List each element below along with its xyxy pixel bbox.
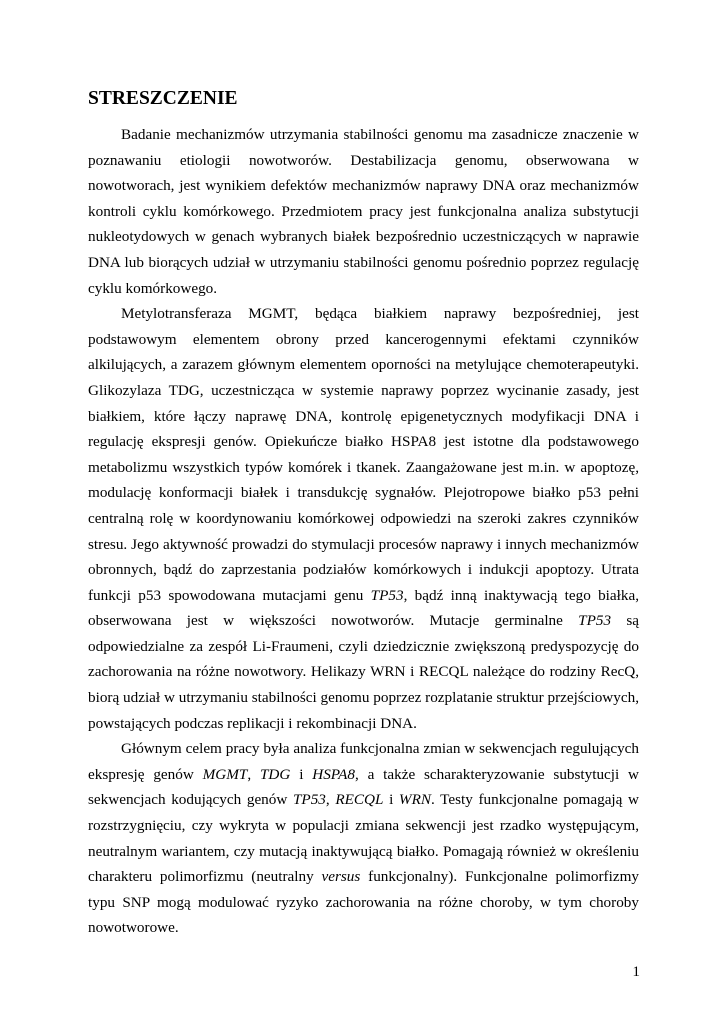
- paragraph: [88, 736, 639, 941]
- paragraph-text: funkcjonalny). Funkcjonalne polimorfizmy typu SNP mogą modulować ryzyko zachorowania na różne choroby, w tym choroby nowotworowe.: [88, 868, 639, 937]
- paragraph-text: i: [383, 791, 399, 809]
- paragraph-text: . Testy funkcjonalne pomagają w rozstrzygnięciu, czy wykryta w populacji zmiana sekwencji jest rzadko występującym, neutralnym wariantem, czy mutacją inaktywującą białko. Pomagają również w określeniu charakteru polimorfizmu (neutralny: [88, 791, 639, 886]
- paragraph: [88, 122, 639, 301]
- page-title: STRESZCZENIE: [88, 88, 238, 109]
- italic-gene-text: HSPA8: [312, 765, 355, 783]
- paragraph-text: i: [290, 765, 313, 783]
- italic-gene-text: TP53: [370, 586, 404, 604]
- italic-gene-text: TDG: [259, 765, 291, 783]
- page-number: 1: [632, 963, 640, 980]
- italic-gene-text: TP53: [578, 612, 612, 630]
- italic-gene-text: versus: [321, 868, 361, 886]
- paragraph-text: , a także scharakteryzowanie substytucji w sekwencjach kodujących genów: [88, 765, 640, 809]
- paragraph-text: są odpowiedzialne za zespół Li-Fraumeni, czyli dziedzicznie zwiększoną predyspozycję do zachorowania na różne nowotwory. Helikazy WRN i RECQL należące do rodziny RecQ, biorą udział w utrzymaniu stabilności genomu poprzez rozplatanie struktur przejściowych, powstających podczas replikacji i rekombinacji DNA.: [88, 612, 640, 732]
- abstract-body: [88, 122, 639, 941]
- paragraph-text: , bądź inną inaktywacją tego białka, obserwowana jest w większości nowotworów. Mutacje germinalne: [88, 586, 639, 630]
- italic-gene-text: TP53: [292, 791, 326, 809]
- paragraph: [88, 301, 639, 736]
- paragraph-text: Metylotransferaza MGMT, będąca białkiem naprawy bezpośredniej, jest podstawowym elementem obrony przed kancerogennymi efektami czynników alkilujących, a zarazem głównym elementem oporności na metylujące chemoterapeutyki. Glikozylaza TDG, uczestnicząca w systemie naprawy poprzez wycinanie zasady, jest białkiem, które łączy naprawę DNA, kontrolę epigenetycznych modyfikacji DNA i regulację ekspresji genów. Opiekuńcze białko HSPA8 jest istotne dla podstawowego metabolizmu wszystkich typów komórek i tkanek. Zaangażowane jest m.in. w apoptozę, modulację konformacji białek i transdukcję sygnałów. Plejotropowe białko p53 pełni centralną rolę w koordynowaniu komórkowej odpowiedzi na szeroki zakres czynników stresu. Jego aktywność prowadzi do stymulacji procesów naprawy i innych mechanizmów obronnych, bądź do zaprzestania podziałów komórkowych i indukcji apoptozy. Utrata funkcji p53 spowodowana mutacjami genu: [88, 305, 639, 604]
- paragraph-text: ,: [247, 765, 260, 783]
- paragraph-text: Głównym celem pracy była analiza funkcjonalna zmian w sekwencjach regulujących ekspresję genów: [88, 740, 639, 783]
- italic-gene-text: WRN: [398, 791, 431, 809]
- paragraph-text: Badanie mechanizmów utrzymania stabilności genomu ma zasadnicze znaczenie w poznawaniu etiologii nowotworów. Destabilizacja genomu, obserwowana w nowotworach, jest wynikiem defektów mechanizmów naprawy DNA oraz mechanizmów kontroli cyklu komórkowego. Przedmiotem pracy jest funkcjonalna analiza substytucji nukleotydowych w genach wybranych białek bezpośrednio uczestniczących w naprawie DNA lub biorących udział w utrzymaniu stabilności genomu pośrednio poprzez regulację cyklu komórkowego.: [88, 126, 639, 297]
- italic-gene-text: RECQL: [335, 791, 384, 809]
- paragraph-text: ,: [325, 791, 336, 809]
- document-page: [88, 86, 639, 941]
- italic-gene-text: MGMT: [202, 765, 248, 783]
